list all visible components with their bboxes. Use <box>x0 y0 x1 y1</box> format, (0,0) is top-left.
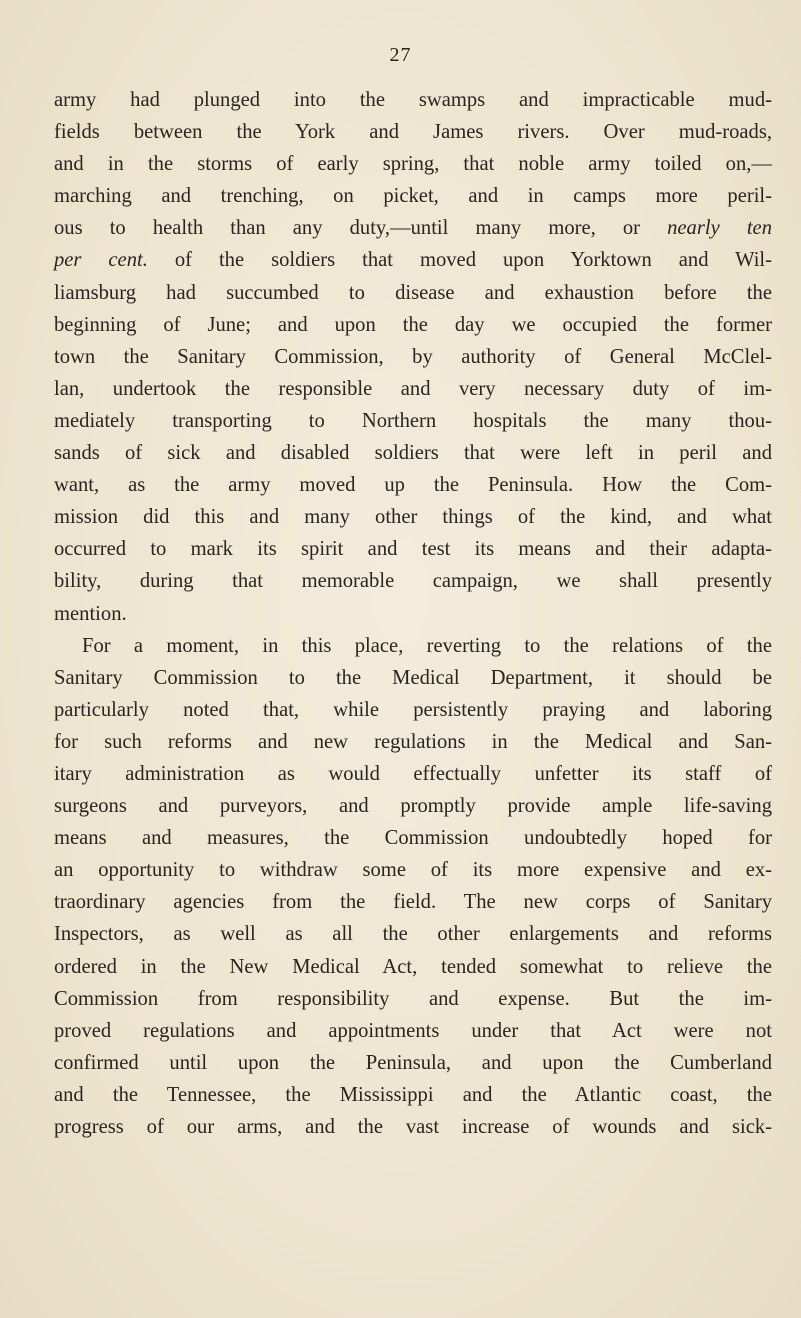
line-text: traordinary agencies from the field. The new corps of Sanitary <box>54 891 772 914</box>
line-text: ous to health than any duty,—until many more, or <box>54 217 668 240</box>
line-text: sands of sick and disabled soldiers that were left in peril and <box>54 442 772 465</box>
text-line <box>54 373 772 405</box>
line-text: ordered in the New Medical Act, tended somewhat to relieve the <box>54 955 772 978</box>
line-text: For a moment, in this place, reverting to the relations of the <box>82 634 772 657</box>
text-line <box>54 565 772 597</box>
text-line <box>54 630 772 662</box>
line-text: and the Tennessee, the Mississippi and the Atlantic coast, the <box>54 1083 772 1106</box>
text-line <box>54 309 772 341</box>
line-text: marching and trenching, on picket, and in camps more peril- <box>54 185 772 208</box>
text-line <box>54 277 772 309</box>
body-text <box>54 84 772 1143</box>
text-line <box>54 84 772 116</box>
line-text: beginning of June; and upon the day we occupied the former <box>54 313 772 336</box>
text-line <box>54 116 772 148</box>
line-text: Inspectors, as well as all the other enlargements and reforms <box>54 923 772 946</box>
text-line <box>54 469 772 501</box>
text-line <box>54 983 772 1015</box>
italic-text: per cent. <box>54 249 148 272</box>
text-line <box>54 886 772 918</box>
line-text: army had plunged into the swamps and impracticable mud- <box>54 89 772 111</box>
text-line <box>54 1015 772 1047</box>
line-text: and in the storms of early spring, that noble army toiled on,— <box>54 153 772 176</box>
text-line <box>54 790 772 822</box>
line-text: an opportunity to withdraw some of its more expensive and ex- <box>54 859 772 882</box>
italic-text: nearly ten <box>667 217 772 240</box>
line-text: itary administration as would effectually unfetter its staff of <box>54 762 772 785</box>
text-line <box>54 405 772 437</box>
text-line <box>54 1047 772 1079</box>
text-line <box>54 951 772 983</box>
line-text: mediately transporting to Northern hospitals the many thou- <box>54 409 772 432</box>
line-text: fields between the York and James rivers. Over mud-roads, <box>54 121 772 144</box>
text-line <box>54 758 772 790</box>
text-line <box>54 1111 772 1143</box>
text-line <box>54 437 772 469</box>
text-line <box>54 694 772 726</box>
text-line <box>54 598 772 630</box>
line-text: Sanitary Commission to the Medical Department, it should be <box>54 666 772 689</box>
line-text: lan, undertook the responsible and very necessary duty of im- <box>54 377 772 400</box>
text-line <box>54 501 772 533</box>
text-line <box>54 662 772 694</box>
line-text: town the Sanitary Commission, by authority of General McClel- <box>54 345 772 368</box>
line-text: Commission from responsibility and expense. But the im- <box>54 987 772 1010</box>
line-text: liamsburg had succumbed to disease and exhaustion before the <box>54 281 772 304</box>
line-text: bility, during that memorable campaign, we shall presently <box>54 570 772 593</box>
text-line <box>54 341 772 373</box>
text-line <box>54 244 772 276</box>
line-text: mention. <box>54 602 127 625</box>
line-text: for such reforms and new regulations in the Medical and San- <box>54 730 772 753</box>
line-text: surgeons and purveyors, and promptly provide ample life-saving <box>54 795 772 818</box>
text-line <box>54 1079 772 1111</box>
line-text: confirmed until upon the Peninsula, and upon the Cumberland <box>54 1051 772 1074</box>
line-text: proved regulations and appointments under that Act were not <box>54 1019 772 1042</box>
text-line <box>54 212 772 244</box>
line-text: particularly noted that, while persistently praying and laboring <box>54 698 772 721</box>
line-text: mission did this and many other things of the kind, and what <box>54 506 772 529</box>
text-line <box>54 918 772 950</box>
text-line <box>54 822 772 854</box>
line-text: occurred to mark its spirit and test its means and their adapta- <box>54 538 772 561</box>
text-line <box>54 148 772 180</box>
line-text: progress of our arms, and the vast increase of wounds and sick- <box>54 1116 772 1138</box>
line-text: means and measures, the Commission undoubtedly hoped for <box>54 827 772 850</box>
line-text: of the soldiers that moved upon Yorktown and Wil- <box>147 249 772 272</box>
page-number: 27 <box>389 44 412 66</box>
text-line <box>54 726 772 758</box>
text-line <box>54 180 772 212</box>
line-text: want, as the army moved up the Peninsula. How the Com- <box>54 474 772 497</box>
text-line <box>54 854 772 886</box>
text-line <box>54 533 772 565</box>
